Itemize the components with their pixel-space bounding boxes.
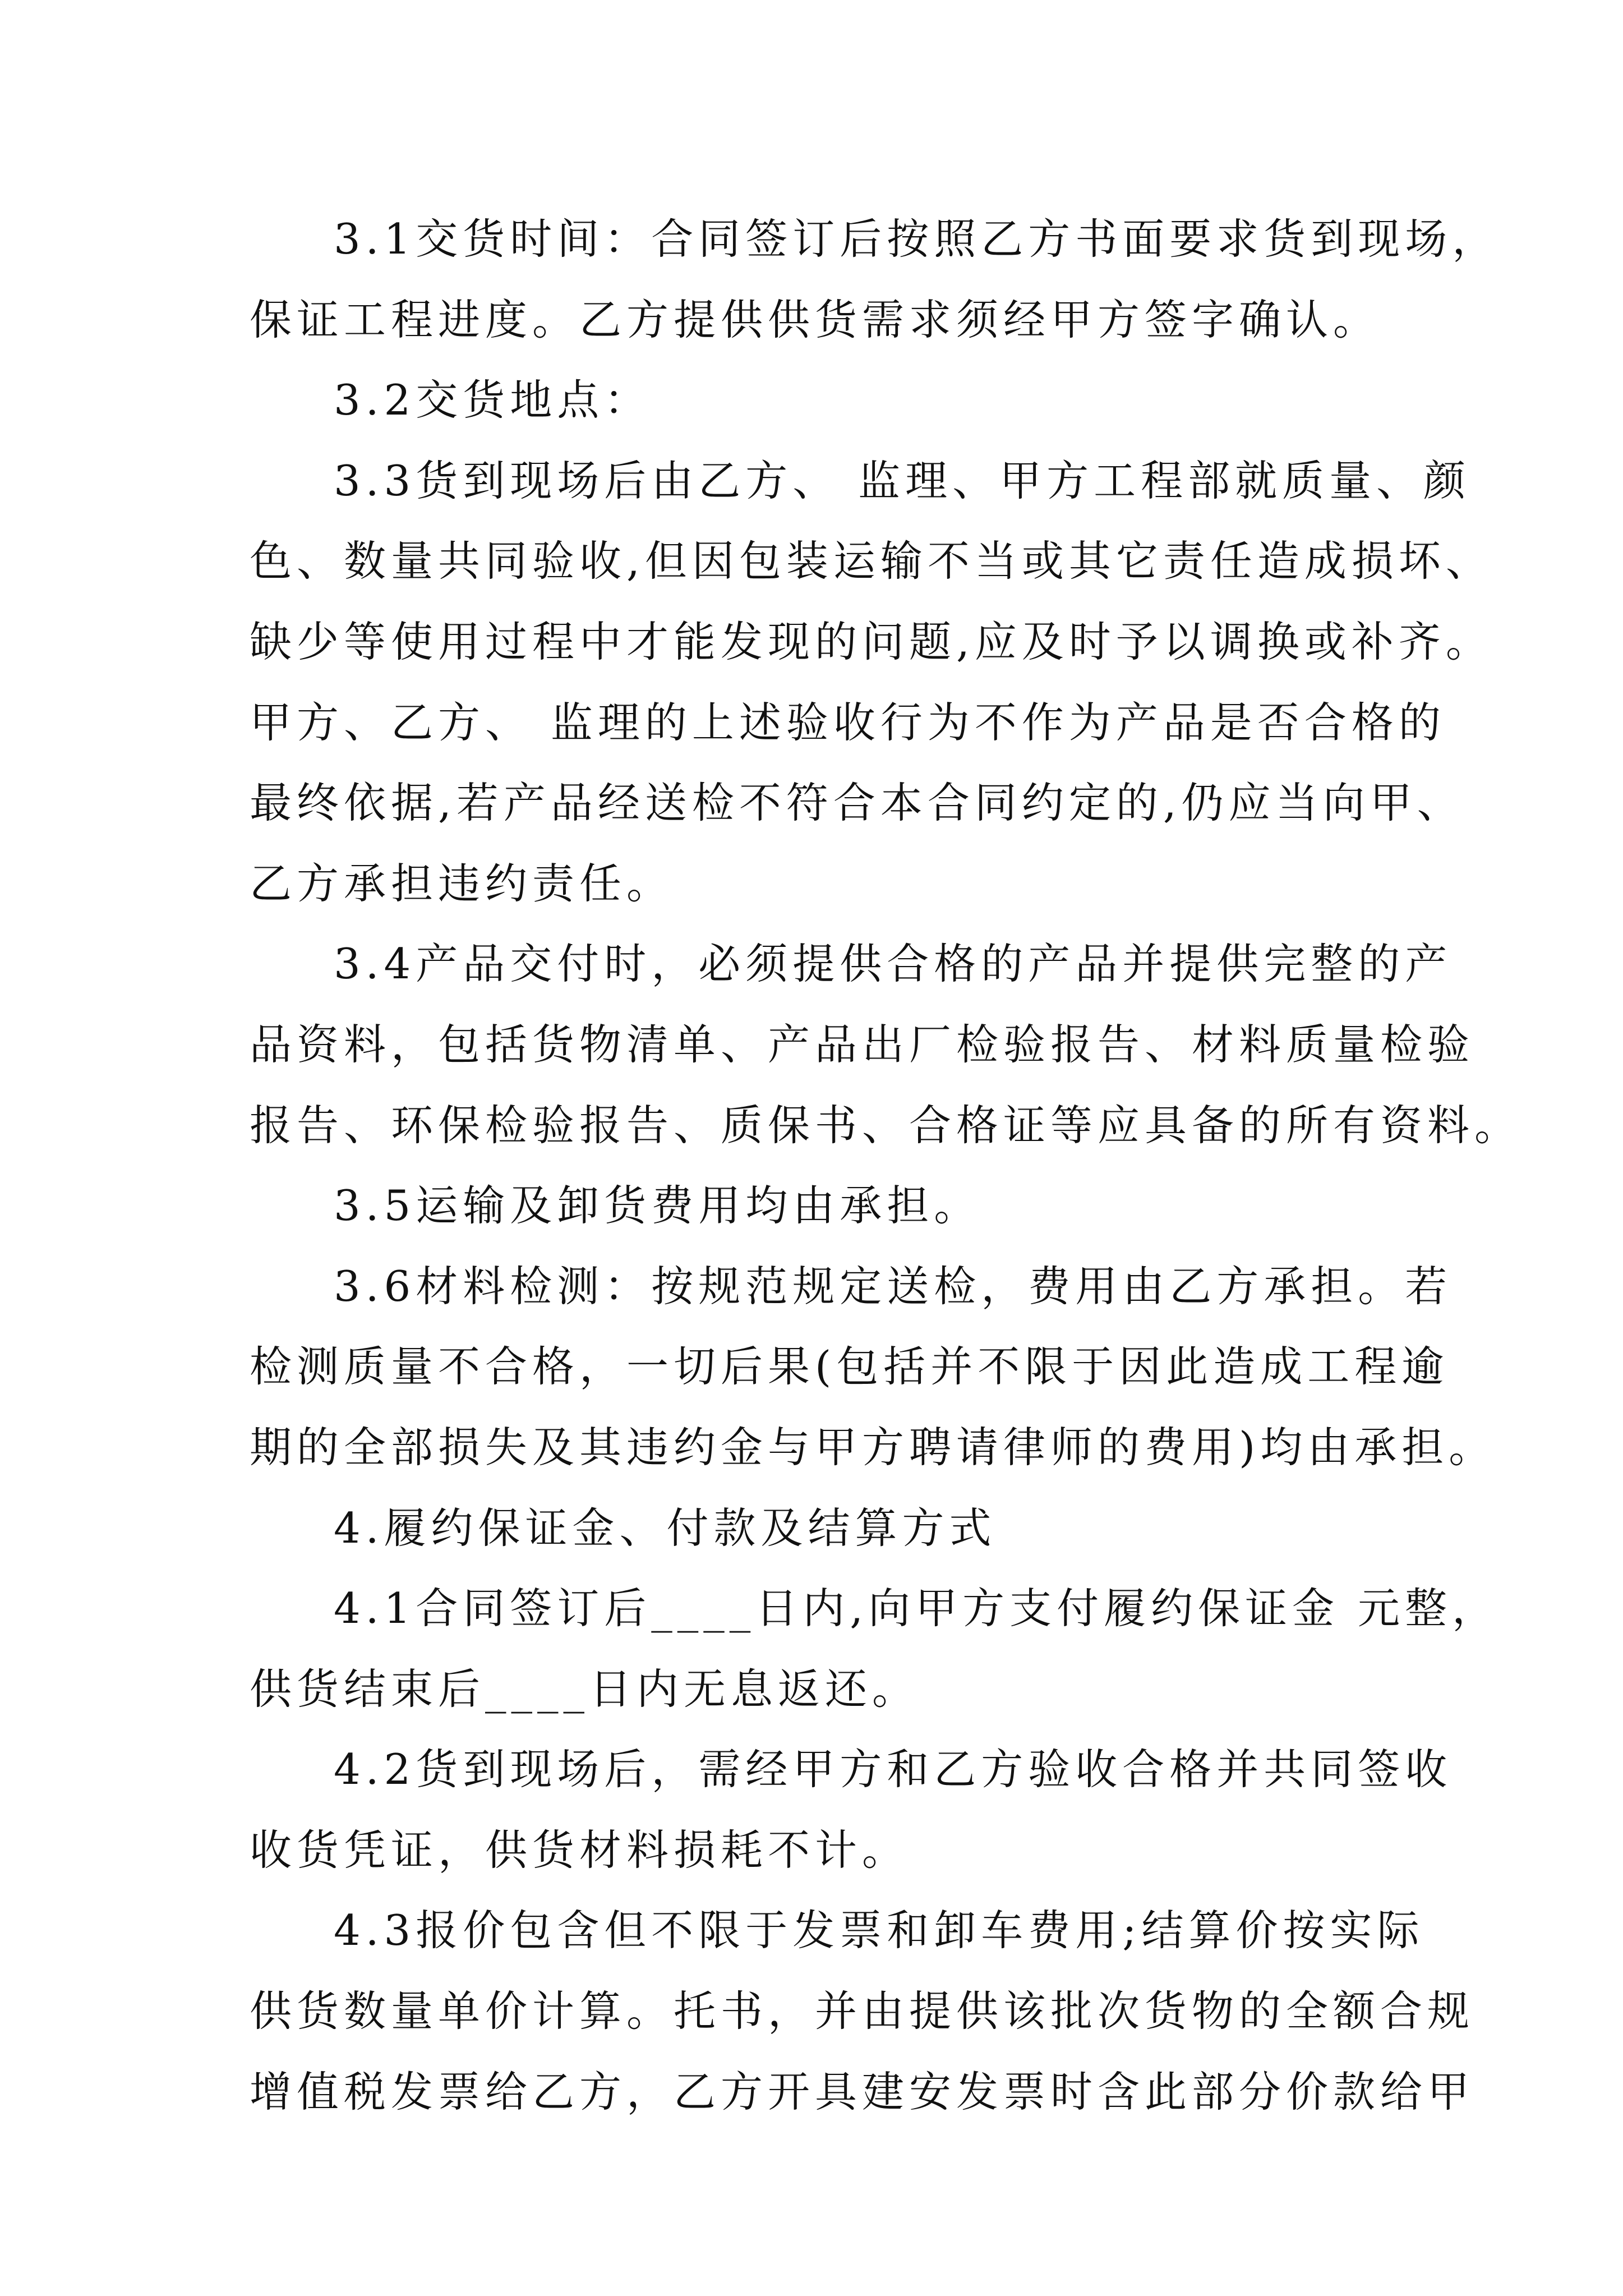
- text-line: 4.1合同签订后____日内,向甲方支付履约保证金 元整，: [334, 1584, 1499, 1634]
- text-line: 报告、环保检验报告、质保书、合格证等应具备的所有资料。: [250, 1100, 1522, 1150]
- text-line: 缺少等使用过程中才能发现的问题,应及时予以调换或补齐。: [250, 616, 1493, 666]
- text-line: 3.4产品交付时，必须提供合格的产品并提供完整的产: [334, 939, 1453, 989]
- text-line: 3.3货到现场后由乙方、 监理、甲方工程部就质量、颜: [334, 455, 1471, 505]
- text-line: 4.2货到现场后，需经甲方和乙方验收合格并共同签收: [334, 1745, 1453, 1795]
- paragraph-4-2: [250, 1729, 1453, 1890]
- paragraph-3-5: [250, 1166, 1416, 1246]
- text-line: 供货结束后____日内无息返还。: [250, 1664, 920, 1714]
- text-line: 3.2交货地点：: [334, 375, 652, 425]
- text-line: 保证工程进度。乙方提供供货需求须经甲方签字确认。: [250, 295, 1381, 344]
- text-line: 收货凭证，供货材料损耗不计。: [250, 1825, 910, 1875]
- paragraph-3-3: [250, 441, 1493, 924]
- paragraph-3-6: [250, 1246, 1496, 1488]
- document-body: [250, 199, 1522, 2132]
- text-line: 色、数量共同验收,但因包装运输不当或其它责任造成损坏、: [250, 536, 1493, 586]
- paragraph-4-1: [250, 1568, 1499, 1729]
- section-heading-4: [250, 1488, 1416, 1569]
- text-line: 乙方承担违约责任。: [250, 858, 674, 908]
- paragraph-3-1: [250, 199, 1500, 360]
- text-line: 4.3报价包含但不限于发票和卸车费用;结算价按实际: [334, 1906, 1424, 1955]
- text-line: 3.5运输及卸货费用均由承担。: [334, 1181, 981, 1231]
- paragraph-3-4: [250, 924, 1522, 1166]
- text-line: 3.6材料检测：按规范规定送检，费用由乙方承担。若: [334, 1261, 1453, 1311]
- text-line: 检测质量不合格，一切后果(包括并不限于因此造成工程逾: [250, 1342, 1449, 1392]
- text-line: 期的全部损失及其违约金与甲方聘请律师的费用)均由承担。: [250, 1422, 1496, 1472]
- text-line: 供货数量单价计算。托书，并由提供该批次货物的全额合规: [250, 1986, 1475, 2036]
- paragraph-4-3: [250, 1890, 1475, 2132]
- text-line: 增值税发票给乙方，乙方开具建安发票时含此部分价款给甲: [250, 2067, 1475, 2116]
- text-line: 品资料，包括货物清单、产品出厂检验报告、材料质量检验: [250, 1019, 1475, 1069]
- text-line: 甲方、乙方、 监理的上述验收行为不作为产品是否合格的: [250, 697, 1446, 747]
- text-line: 4.履约保证金、付款及结算方式: [334, 1503, 997, 1553]
- text-line: 3.1交货时间：合同签订后按照乙方书面要求货到现场，: [334, 214, 1500, 264]
- text-line: 最终依据,若产品经送检不符合本合同约定的,仍应当向甲、: [250, 778, 1464, 828]
- paragraph-3-2: [250, 360, 1416, 441]
